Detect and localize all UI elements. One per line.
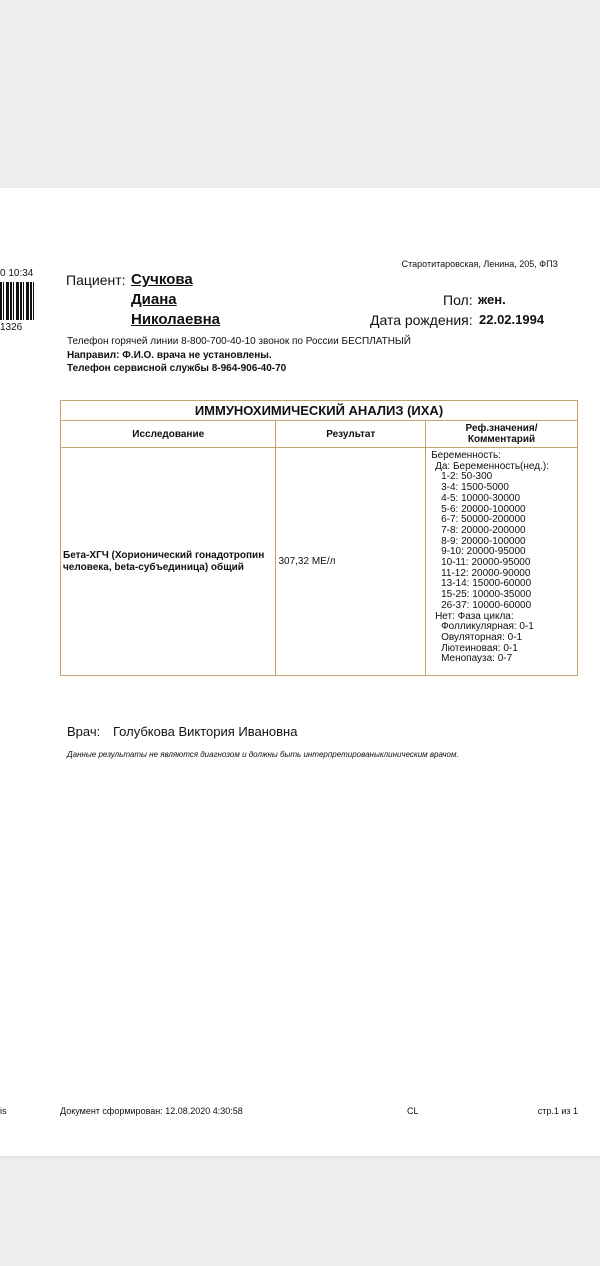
footer-left-fragment: is — [0, 1106, 7, 1116]
ref-week: 6-7: 50000-200000 — [441, 514, 526, 526]
ref-week: 9-10: 20000-95000 — [441, 546, 526, 558]
ref-week: 3-4: 1500-5000 — [441, 482, 509, 494]
ref-header-line2: Комментарий — [467, 434, 536, 445]
birth-date-label: Дата рождения: — [370, 312, 473, 328]
reference-values — [426, 448, 578, 676]
ref-phase: Менопауза: 0-7 — [441, 653, 513, 665]
code-fragment: 1326 — [0, 322, 23, 333]
gender-label: Пол: — [443, 292, 473, 308]
patient-label: Пациент: — [66, 272, 126, 288]
table-row — [61, 448, 578, 676]
table-title: ИММУНОХИМИЧЕСКИЙ АНАЛИЗ (ИХА) — [61, 401, 578, 421]
patient-patronymic: Николаевна — [131, 311, 220, 328]
ref-phase: Лютеиновая: 0-1 — [441, 642, 518, 654]
ref-week: 7-8: 20000-200000 — [441, 524, 526, 536]
document-page — [0, 188, 600, 1156]
ref-phase: Овуляторная: 0-1 — [441, 631, 523, 643]
column-header-study: Исследование — [61, 421, 276, 448]
column-header-reference — [426, 421, 578, 448]
service-phone: Телефон сервисной службы 8-964-906-40-70 — [67, 363, 287, 374]
date-fragment: 0 10:34 — [0, 268, 34, 279]
ref-week: 4-5: 10000-30000 — [441, 492, 521, 504]
ref-week: 10-11: 20000-95000 — [441, 557, 531, 569]
patient-name: Диана — [131, 291, 177, 308]
page-number: стр.1 из 1 — [537, 1106, 578, 1116]
analyte-line2: человека, beta-субъединица) общий — [63, 561, 244, 573]
doctor-name: Голубкова Виктория Ивановна — [113, 724, 298, 739]
hotline-text: Телефон горячей линии 8-800-700-40-10 звонок по России БЕСПЛАТНЫЙ — [67, 336, 411, 347]
ref-no: Нет: Фаза цикла: — [435, 610, 514, 622]
analyte-line1: Бета-ХГЧ (Хорионический гонадотропин — [63, 549, 265, 561]
ref-title: Беременность: — [431, 450, 501, 461]
ref-week: 1-2: 50-300 — [441, 471, 493, 483]
ref-week: 8-9: 20000-100000 — [441, 535, 526, 547]
footer-cl: CL — [407, 1106, 419, 1116]
ref-week: 11-12: 20000-90000 — [441, 567, 531, 579]
lab-address: Старотитаровская, Ленина, 205, ФПЗ — [401, 259, 558, 269]
ref-week: 13-14: 15000-60000 — [441, 578, 532, 590]
ref-phase: Фолликулярная: 0-1 — [441, 621, 534, 633]
results-table — [60, 400, 578, 676]
result-value: 307,32 МЕ/л — [276, 448, 426, 676]
ref-week: 15-25: 10000-35000 — [441, 589, 532, 601]
ref-week: 5-6: 20000-100000 — [441, 503, 526, 515]
patient-surname: Сучкова — [131, 271, 193, 288]
analyte-name — [61, 448, 276, 676]
doctor-label: Врач: — [67, 724, 101, 739]
document-generated: Документ сформирован: 12.08.2020 4:30:58 — [60, 1106, 243, 1116]
birth-date-value: 22.02.1994 — [479, 312, 545, 327]
ref-header-line1: Реф.значения/ — [465, 423, 538, 434]
barcode-icon — [0, 282, 34, 320]
ref-yes: Да: Беременность(нед.): — [435, 460, 549, 472]
column-header-result: Результат — [276, 421, 426, 448]
gender-value: жен. — [478, 292, 506, 307]
disclaimer: Данные результаты не являются диагнозом и должны быть интерпретированыклиническим врачом. — [67, 750, 459, 759]
ref-week: 26-37: 10000-60000 — [441, 599, 532, 611]
referred-by: Направил: Ф.И.О. врача не установлены. — [67, 350, 272, 361]
